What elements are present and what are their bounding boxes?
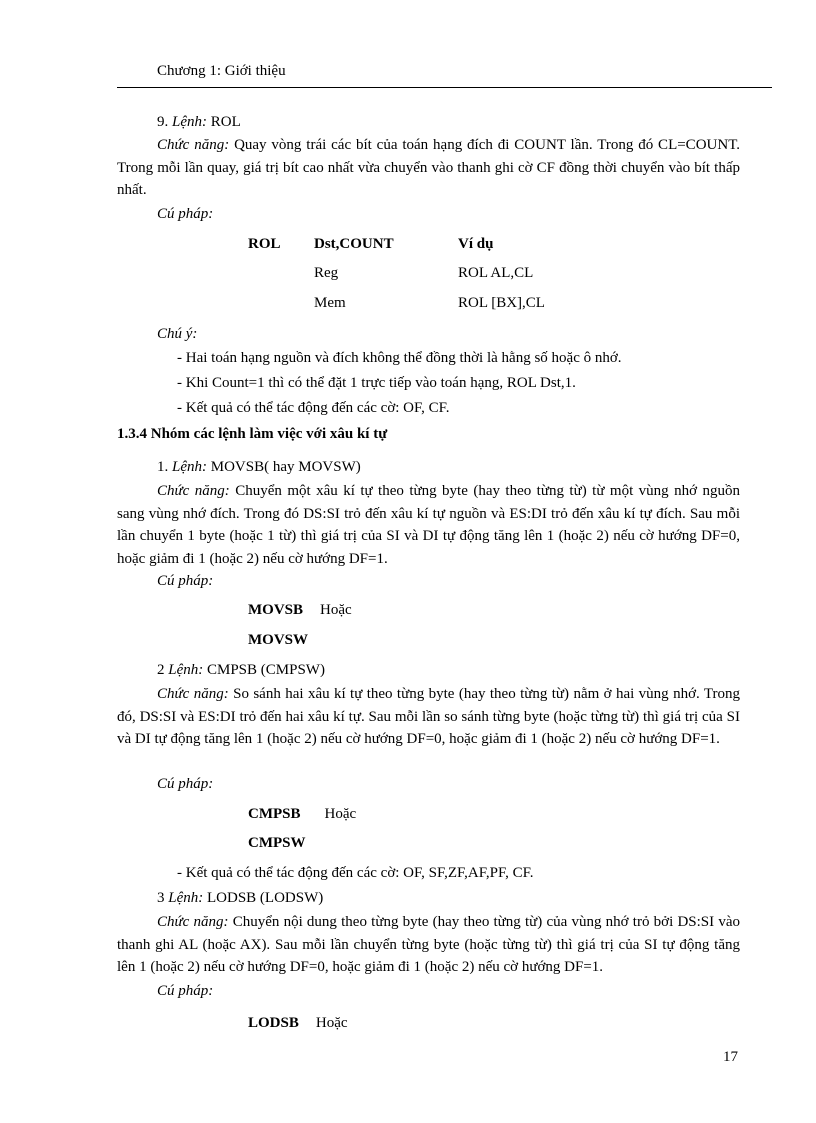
page-number: 17 bbox=[723, 1049, 738, 1065]
rol-table-row-operand: Mem bbox=[314, 295, 346, 311]
movsb-heading bbox=[157, 458, 361, 476]
movsb-func-label: Chức năng: bbox=[157, 483, 230, 499]
cmpsb-note: - Kết quả có thể tác động đến các cờ: OF, SF,ZF,AF,PF, CF. bbox=[177, 865, 534, 881]
cmpsb-heading-label: Lệnh: bbox=[168, 662, 204, 678]
rol-table-row-example: ROL [BX],CL bbox=[458, 295, 545, 311]
rol-heading bbox=[157, 113, 241, 131]
cmpsb-or-text: Hoặc bbox=[324, 806, 357, 822]
movsb-heading-value: MOVSB( hay MOVSW) bbox=[207, 459, 361, 475]
rol-heading-value: ROL bbox=[207, 114, 241, 130]
movsb-syntax-line bbox=[248, 601, 352, 619]
cmpsb-heading-value: CMPSB (CMPSW) bbox=[203, 662, 325, 678]
cmpsb-syntax-label: Cú pháp: bbox=[157, 776, 214, 792]
section-heading: 1.3.4 Nhóm các lệnh làm việc với xâu kí tự bbox=[117, 426, 388, 442]
rol-syntax-label: Cú pháp: bbox=[157, 206, 214, 222]
movsb-func-text: Chuyển một xâu kí tự theo từng byte (hay theo từng từ) từ một vùng nhớ nguồn sang vùng nhớ đích. Trong đó DS:SI trỏ đến xâu kí tự nguồn và ES:DI trỏ đến xâu kí tự đích. Sau mỗi lần chuyển 1 byte (hoặc 1 từ) thì giá trị của SI và DI tự động tăng lên 1 (hoặc 2) nếu cờ hướng DF=0, hoặc giảm đi 1 (hoặc 2) nếu cờ hướng DF=1. bbox=[117, 483, 740, 567]
lodsb-or-text: Hoặc bbox=[315, 1015, 348, 1031]
movsb-syntax-2: MOVSW bbox=[248, 632, 308, 648]
lodsb-func-label: Chức năng: bbox=[157, 914, 229, 930]
cmpsb-func-label: Chức năng: bbox=[157, 686, 229, 702]
cmpsb-syntax-1: CMPSB bbox=[248, 806, 301, 822]
rol-heading-num: 9. bbox=[157, 114, 172, 130]
rol-note-item: - Kết quả có thể tác động đến các cờ: OF, CF. bbox=[177, 400, 450, 416]
rol-table-row-operand: Reg bbox=[314, 265, 339, 281]
lodsb-heading-value: LODSB (LODSW) bbox=[203, 890, 324, 906]
movsb-heading-num: 1. bbox=[157, 459, 172, 475]
cmpsb-heading-num: 2 bbox=[157, 662, 169, 678]
lodsb-heading bbox=[157, 889, 323, 907]
movsb-heading-label: Lệnh: bbox=[172, 459, 207, 475]
cmpsb-heading bbox=[157, 661, 325, 679]
cmpsb-syntax-2: CMPSW bbox=[248, 835, 306, 851]
cmpsb-function bbox=[117, 683, 740, 751]
rol-func-label: Chức năng: bbox=[157, 137, 230, 153]
rol-table-col2-header: Ví dụ bbox=[458, 236, 494, 252]
lodsb-syntax-1: LODSB bbox=[248, 1015, 299, 1031]
movsb-or-text: Hoặc bbox=[320, 602, 352, 618]
cmpsb-syntax-line bbox=[248, 805, 356, 823]
movsb-syntax-1: MOVSB bbox=[248, 602, 304, 618]
rol-table-row-example: ROL AL,CL bbox=[458, 265, 534, 281]
movsb-function bbox=[117, 480, 740, 570]
rol-note-item: - Khi Count=1 thì có thể đặt 1 trực tiếp vào toán hạng, ROL Dst,1. bbox=[177, 375, 576, 391]
rol-func-text: Quay vòng trái các bít của toán hạng đích đi COUNT lần. Trong đó CL=COUNT. Trong mỗi lần quay, giá trị bít cao nhất vừa chuyển vào thanh ghi cờ CF đồng thời chuyển vào bít thấp nhất. bbox=[117, 137, 740, 198]
rol-function bbox=[117, 134, 740, 202]
rol-heading-label: Lệnh: bbox=[172, 114, 207, 130]
lodsb-function bbox=[117, 911, 740, 979]
lodsb-syntax-line bbox=[248, 1014, 348, 1032]
rol-note-item: - Hai toán hạng nguồn và đích không thể đồng thời là hằng số hoặc ô nhớ. bbox=[177, 350, 622, 366]
rol-note-label: Chú ý: bbox=[157, 326, 198, 342]
rol-table-col1-header: Dst,COUNT bbox=[314, 236, 394, 252]
chapter-header: Chương 1: Giới thiệu bbox=[157, 63, 286, 79]
movsb-syntax-label: Cú pháp: bbox=[157, 573, 214, 589]
lodsb-heading-label: Lệnh: bbox=[168, 890, 204, 906]
rol-table-op: ROL bbox=[248, 236, 281, 252]
lodsb-syntax-label: Cú pháp: bbox=[157, 983, 214, 999]
lodsb-func-text: Chuyển nội dung theo từng byte (hay theo từng từ) của vùng nhớ trỏ bởi DS:SI vào thanh ghi AL (hoặc AX). Sau mỗi lần chuyển từng byte (hoặc từng từ) thì giá trị của SI tự động tăng lên 1 (hoặc 2) nếu cờ hướng DF=0, hoặc giảm đi 1 (hoặc 2) nếu cờ hướng DF=1. bbox=[117, 914, 740, 975]
cmpsb-func-text: So sánh hai xâu kí tự theo từng byte (hay theo từng từ) nằm ở hai vùng nhớ. Trong đó, DS:SI và ES:DI trỏ đến hai xâu kí tự. Sau mỗi lần so sánh từng byte (hoặc từng từ) thì giá trị của SI và DI tự động tăng lên 1 (hoặc 2) nếu cờ hướng DF=0, hoặc giảm đi 1 (hoặc 2) nếu cờ hướng DF=1. bbox=[117, 686, 740, 747]
lodsb-heading-num: 3 bbox=[157, 890, 169, 906]
header-divider bbox=[117, 87, 772, 88]
